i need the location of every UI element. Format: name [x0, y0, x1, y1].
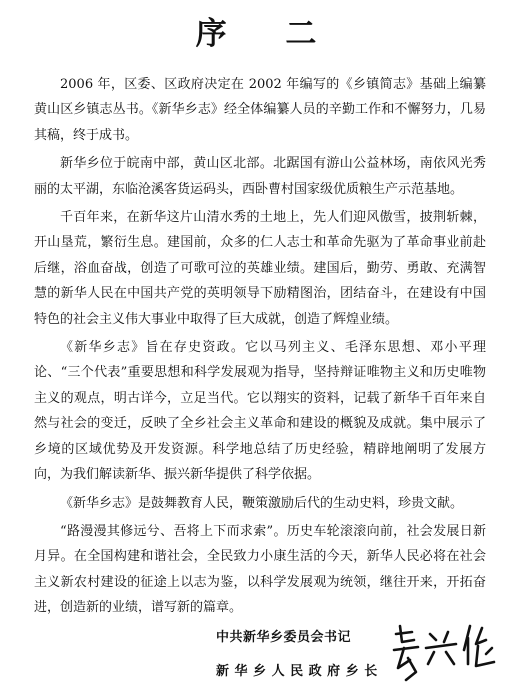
signature-block — [216, 621, 378, 689]
paragraph: 新华乡位于皖南中部，黄山区北部。北踞国有游山公益林场，南依风光秀丽的太平湖，东临沧溪客货运码头，西卧曹村国家级优质粮生产示范基地。 — [34, 156, 486, 197]
handwritten-signature-icon — [390, 620, 500, 686]
signer-title-party-secretary: 中共新华乡委员会书记 — [216, 630, 352, 645]
paragraph: 《新华乡志》是鼓舞教育人民，鞭策激励后代的生动史料，珍贵文献。 — [60, 495, 464, 511]
preface-body — [34, 72, 486, 624]
paragraph: 《新华乡志》旨在存史资政。它以马列主义、毛泽东思想、邓小平理论、“三个代表”重要思想和科学发展观为指导，坚持辩证唯物主义和历史唯物主义的观点，明古详今，立足当代。它以翔实的资料，记载了新华千百年来自然与社会的变迁，反映了全乡社会主义革命和建设的概貌及成就。集中展示了乡境的区域优势及开发资源。科学地总结了历史经验，精辟地阐明了发展方向，为我们解读新华、振兴新华提供了科学依据。 — [34, 340, 486, 483]
page-title: 序 二 — [195, 16, 341, 52]
paragraph: 2006 年，区委、区政府决定在 2002 年编写的《乡镇简志》基础上编纂黄山区乡镇志丛书。《新华乡志》经全体编纂人员的辛勤工作和不懈努力，几易其稿，终于成书。 — [34, 77, 486, 143]
signer-title-township-head: 新 华 乡 人 民 政 府 乡 长 — [216, 664, 378, 679]
paragraph: 千百年来，在新华这片山清水秀的土地上，先人们迎风傲雪，披荆斩棘，开山垦荒，繁衍生息。建国前，众多的仁人志士和革命先驱为了革命事业前赴后继，浴血奋战，创造了可歌可泣的英雄业绩。建国后，勤劳、勇敢、充满智慧的新华人民在中国共产党的英明领导下励精图治，团结奋斗，在建设有中国特色的社会主义伟大事业中取得了巨大成就，创造了辉煌业绩。 — [34, 210, 486, 327]
paragraph: “路漫漫其修远兮、吾将上下而求索”。历史车轮滚滚向前，社会发展日新月异。在全国构建和谐社会，全民致力小康生活的今天，新华人民必将在社会主义新农村建设的征途上以志为鉴，以科学发展观为统领，继往开来，开拓奋进，创造新的业绩，谱写新的篇章。 — [34, 523, 486, 616]
